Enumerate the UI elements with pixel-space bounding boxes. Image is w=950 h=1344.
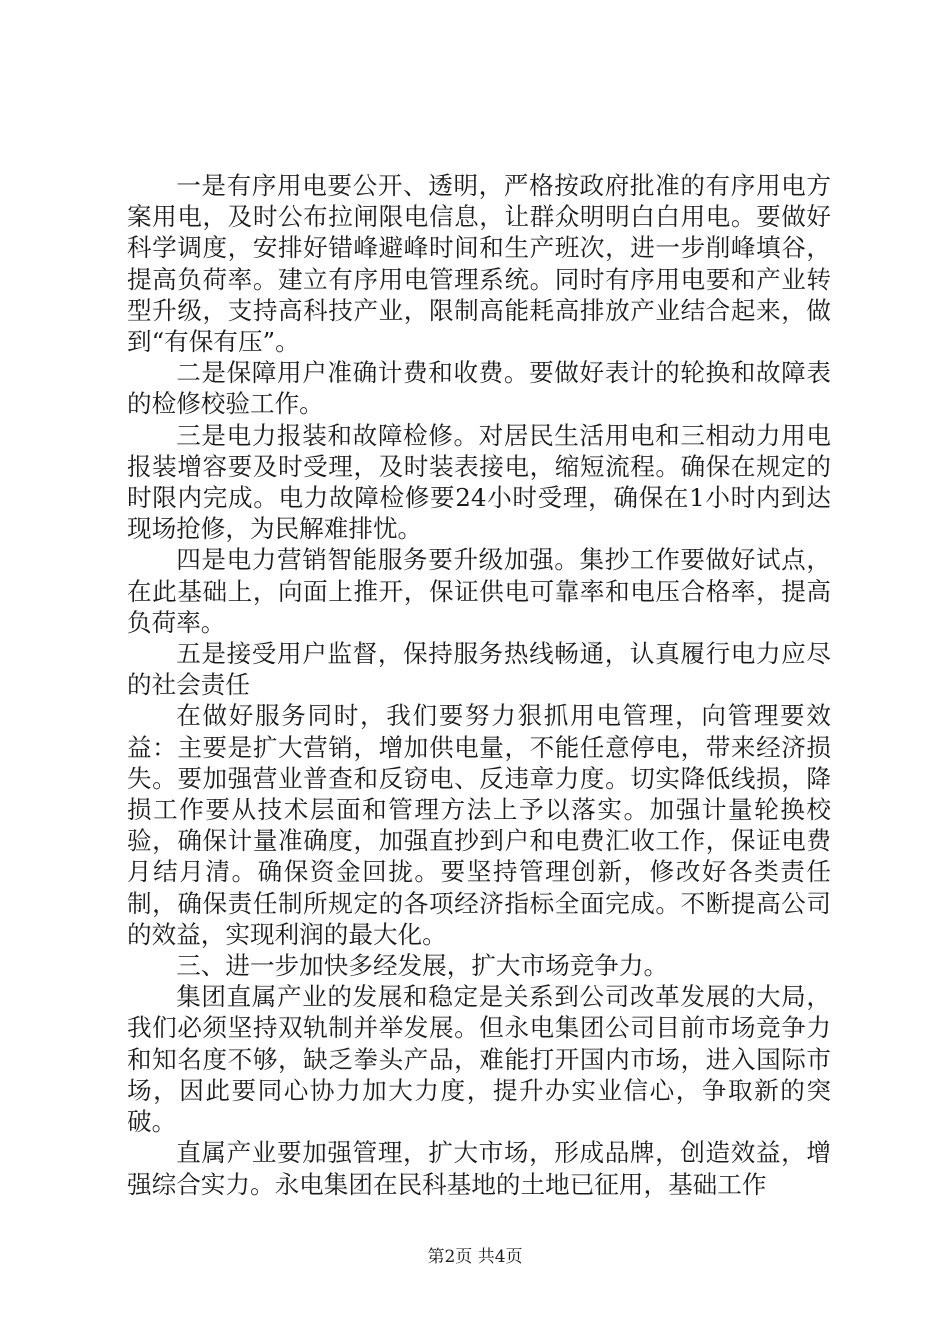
paragraph: 五是接受用户监督，保持服务热线畅通，认真履行电力应尽的社会责任 xyxy=(127,639,831,700)
paragraph: 二是保障用户准确计费和收费。要做好表计的轮换和故障表的检修校验工作。 xyxy=(127,358,831,419)
page-footer: 第2页 共4页 xyxy=(427,1247,523,1267)
section-heading: 三、进一步加快多经发展，扩大市场竞争力。 xyxy=(176,951,669,981)
paragraph: 集团直属产业的发展和稳定是关系到公司改革发展的大局，我们必须坚持双轨制并举发展。但永电集团公司目前市场竞争力和知名度不够，缺乏拳头产品，难能打开国内市场，进入国际市场，因此要同心协力加大力度，提升办实业信心，争取新的突破。 xyxy=(127,982,831,1137)
paragraph: 一是有序用电要公开、透明，严格按政府批准的有序用电方案用电，及时公布拉闸限电信息，让群众明明白白用电。要做好科学调度，安排好错峰避峰时间和生产班次，进一步削峰填谷，提高负荷率。建立有序用电管理系统。同时有序用电要和产业转型升级，支持高科技产业，限制高能耗高排放产业结合起来，做到“有保有压”。 xyxy=(127,171,831,357)
document-body xyxy=(127,170,831,1200)
paragraph: 四是电力营销智能服务要升级加强。集抄工作要做好试点，在此基础上，向面上推开，保证供电可靠率和电压合格率，提高负荷率。 xyxy=(127,545,831,637)
paragraph: 在做好服务同时，我们要努力狠抓用电管理，向管理要效益：主要是扩大营销，增加供电量，不能任意停电，带来经济损失。要加强营业普查和反窃电、反违章力度。切实降低线损，降损工作要从技术层面和管理方法上予以落实。加强计量轮换校验，确保计量准确度，加强直抄到户和电费汇收工作，保证电费月结月清。确保资金回拢。要坚持管理创新，修改好各类责任制，确保责任制所规定的各项经济指标全面完成。不断提高公司的效益，实现利润的最大化。 xyxy=(127,701,831,949)
paragraph: 三是电力报装和故障检修。对居民生活用电和三相动力用电报装增容要及时受理，及时装表接电，缩短流程。确保在规定的时限内完成。电力故障检修要24小时受理，确保在1小时内到达现场抢修，为民解难排忧。 xyxy=(127,420,831,544)
paragraph: 直属产业要加强管理，扩大市场，形成品牌，创造效益，增强综合实力。永电集团在民科基地的土地已征用，基础工作 xyxy=(127,1138,831,1199)
